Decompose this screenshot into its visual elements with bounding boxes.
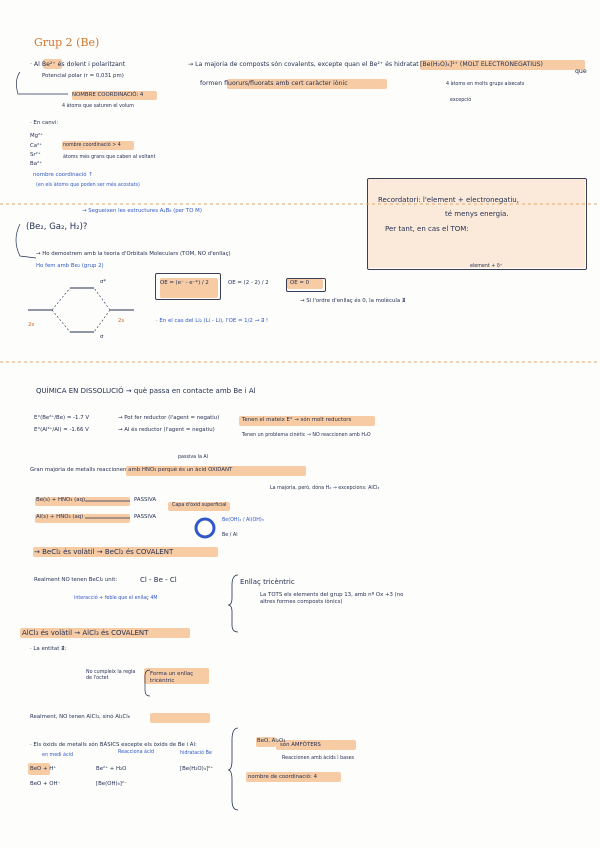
page-title: Grup 2 (Be) (34, 36, 100, 49)
reaction-beo-base-product: [Be(OH)₄]²⁻ (96, 781, 127, 787)
aside-note: 4 àtoms en molts grups aixecats (446, 82, 525, 87)
structures-note: → Segueixen les estructures A₂B₆ (per TO M) (82, 208, 202, 214)
ion-ba: Ba²⁺ (30, 161, 43, 167)
becl2-volatile: → BeCl₂ és volàtil → BeCl₂ és COVALENT (34, 548, 174, 556)
becl2-structure: Cl - Be - Cl (140, 576, 177, 584)
mo-sigma-star: σ* (100, 279, 107, 285)
amphoteric-oxides: BeO, Al₂O₃ (257, 738, 286, 744)
hydrated-be-complex: [Be(H₂O)₄]²⁺ (180, 766, 214, 772)
ion-sr: Sr²⁺ (30, 152, 41, 158)
coordination-number-4: nombre de coordinació: 4 (248, 774, 318, 780)
becl2-real: Realment NO tenen BeCl₂ unit: (34, 577, 118, 583)
reaction-beo-base: BeO + OH⁻ (30, 781, 61, 787)
passivates-tag: passiva la Al (178, 455, 209, 460)
al2cl6-note: Realment, NO tenen AlCl₃, sinó Al₂Cl₆ (30, 714, 130, 720)
covalent-note: → La majoria de composts són covalents, excepte quan el Be²⁺ és hidratat (188, 61, 419, 68)
octet-note: No cumpleix la regla de l'octet (86, 670, 136, 681)
hydration-note: hidratació Be (180, 751, 212, 756)
alcl3-volatile: AlCl₃ és volàtil → AlCl₃ és COVALENT (22, 629, 149, 637)
bridge-interaction-note: interacció + feble que el enllaç 4M (74, 596, 158, 601)
reminder-axis-label: element + δ⁺ (470, 264, 503, 269)
amphoteric-react: Reaccionen amb àcids i bases (282, 756, 355, 761)
reaction-be-result: PASSIVA (134, 497, 157, 503)
amphoteric-note: · Els òxids de metalls són BÀSICS excepte els òxids de Be i Al: (30, 742, 197, 748)
reaction-beo-acid-product: Be²⁺ + H₂O (96, 766, 127, 772)
saturation-note: 4 àtoms que saturen el volum (62, 104, 134, 109)
reminder-line2: té menys energia. (445, 210, 509, 218)
hydrated-be: [Be(H₂O)₄]²⁺ (MOLT ELECTRONEGATIUS) (420, 61, 543, 68)
ions-coordination-up: nombre coordinació ↑ (33, 172, 93, 178)
polar-potential: Potencial polar (r = 0,031 pm) (42, 73, 124, 79)
in-contrast-label: · En canvi: (30, 120, 59, 126)
e-potential-al-note: → Al és reductor (l'agent = negatiu) (118, 427, 215, 433)
same-potential-note: Tenen el mateix E° → són molt reductors (242, 417, 352, 423)
three-center-bond: Enllaç tricèntric (240, 578, 295, 586)
ion-ca: Ca²⁺ (30, 143, 43, 149)
amphoteric-label: són AMFÒTERS (280, 742, 321, 748)
mo-label-right: 2s (118, 318, 125, 324)
oxide-core: Be / Al (222, 533, 238, 538)
mo-theory-note: → Ho demostrem amb la teoria d'Orbitals Moleculars (TOM, NO d'enllaç) (36, 251, 231, 257)
que-text: que (575, 68, 587, 75)
dissolution-heading: QUÍMICA EN DISSOLUCIÓ → què passa en contacte amb Be i Al (36, 387, 256, 395)
e-potential-al: E°(Al³⁺/Al) = -1.66 V (34, 427, 89, 433)
fluor-note: formen fluorurs/fluorats amb cert caràcter iònic (200, 80, 348, 87)
coordination-label: NOMBRE COORDINACIÓ: 4 (72, 92, 144, 98)
mo-label-left: 2s (28, 322, 35, 328)
be2-note: Ho fem amb Be₂ (grup 2) (36, 263, 104, 269)
li2-note: · En el cas del Li₂ (Li - Li), l'OE = 1/2 → ∃ ! (156, 318, 269, 324)
oe-formula: OE = (e⁻ - e⁻*) / 2 (160, 280, 209, 286)
reminder-line1: Recordatori: l'element + electronegatiu, (378, 196, 519, 204)
reaction-beo-acid: BeO + H⁺ (30, 766, 57, 772)
ions-coordination-note: nombre coordinació > 4 (63, 143, 121, 148)
molecules-question: (Be₂, Ga₂, H₂)? (26, 222, 88, 232)
bond-order-conclusion: → Si l'ordre d'enllaç és 0, la molècula ∄ (300, 298, 406, 304)
e-potential-be: E°(Be²⁺/Be) = -1.7 V (34, 415, 90, 421)
oe-result: OE = 0 (290, 280, 310, 286)
acid-react-note: Reacciona àcid (118, 750, 155, 755)
mo-sigma: σ (100, 334, 104, 340)
oxidant-acid-note: Gran majoria de metalls reaccionen amb HNO₃ perquè és un àcid OXIDANT (30, 467, 233, 473)
three-center-note: Forma un enllaç tricèntric (150, 671, 194, 684)
group13-note: La TOTS els elements del grup 13, amb nº Ox +3 (no altres formes composts iònics) (260, 592, 404, 605)
oxide-layer-label: Capa d'òxid superficial (172, 503, 227, 508)
acid-medium-note: en medi àcid (42, 753, 73, 758)
ions-size-note: àtoms més grans que caben al voltant (63, 155, 156, 160)
oe-calc: OE = (2 - 2) / 2 (228, 280, 269, 286)
reaction-al-result: PASSIVA (134, 514, 157, 520)
ions-close-note: (en els àtoms que poden ser més acostats) (36, 183, 140, 188)
oxidant-exception: La majoria, però, dóna H₂ → excepcions: AlCl₃ (270, 486, 380, 491)
ion-mg: Mg²⁺ (30, 133, 44, 139)
exception-note: excepció (450, 98, 472, 103)
e-potential-be-note: → Pot fer reductor (l'agent = negatiu) (118, 415, 220, 421)
alcl3-entity: · La entitat ∄: (30, 646, 67, 652)
oxide-formula: Be(OH)₂ / Al(OH)₃ (222, 518, 264, 523)
kinetic-note: Tenen un problema cinètic → NO reaccionen amb H₂O (242, 433, 371, 438)
reaction-al-hno3: Al(s) + HNO₃ (aq) (36, 514, 84, 520)
be-polarizing-text: · Al Be²⁺ és dolent i polaritzant (30, 61, 126, 68)
reaction-be-hno3: Be(s) + HNO₃ (aq) (36, 497, 86, 503)
reminder-line3: Per tant, en cas el TOM: (385, 225, 469, 233)
